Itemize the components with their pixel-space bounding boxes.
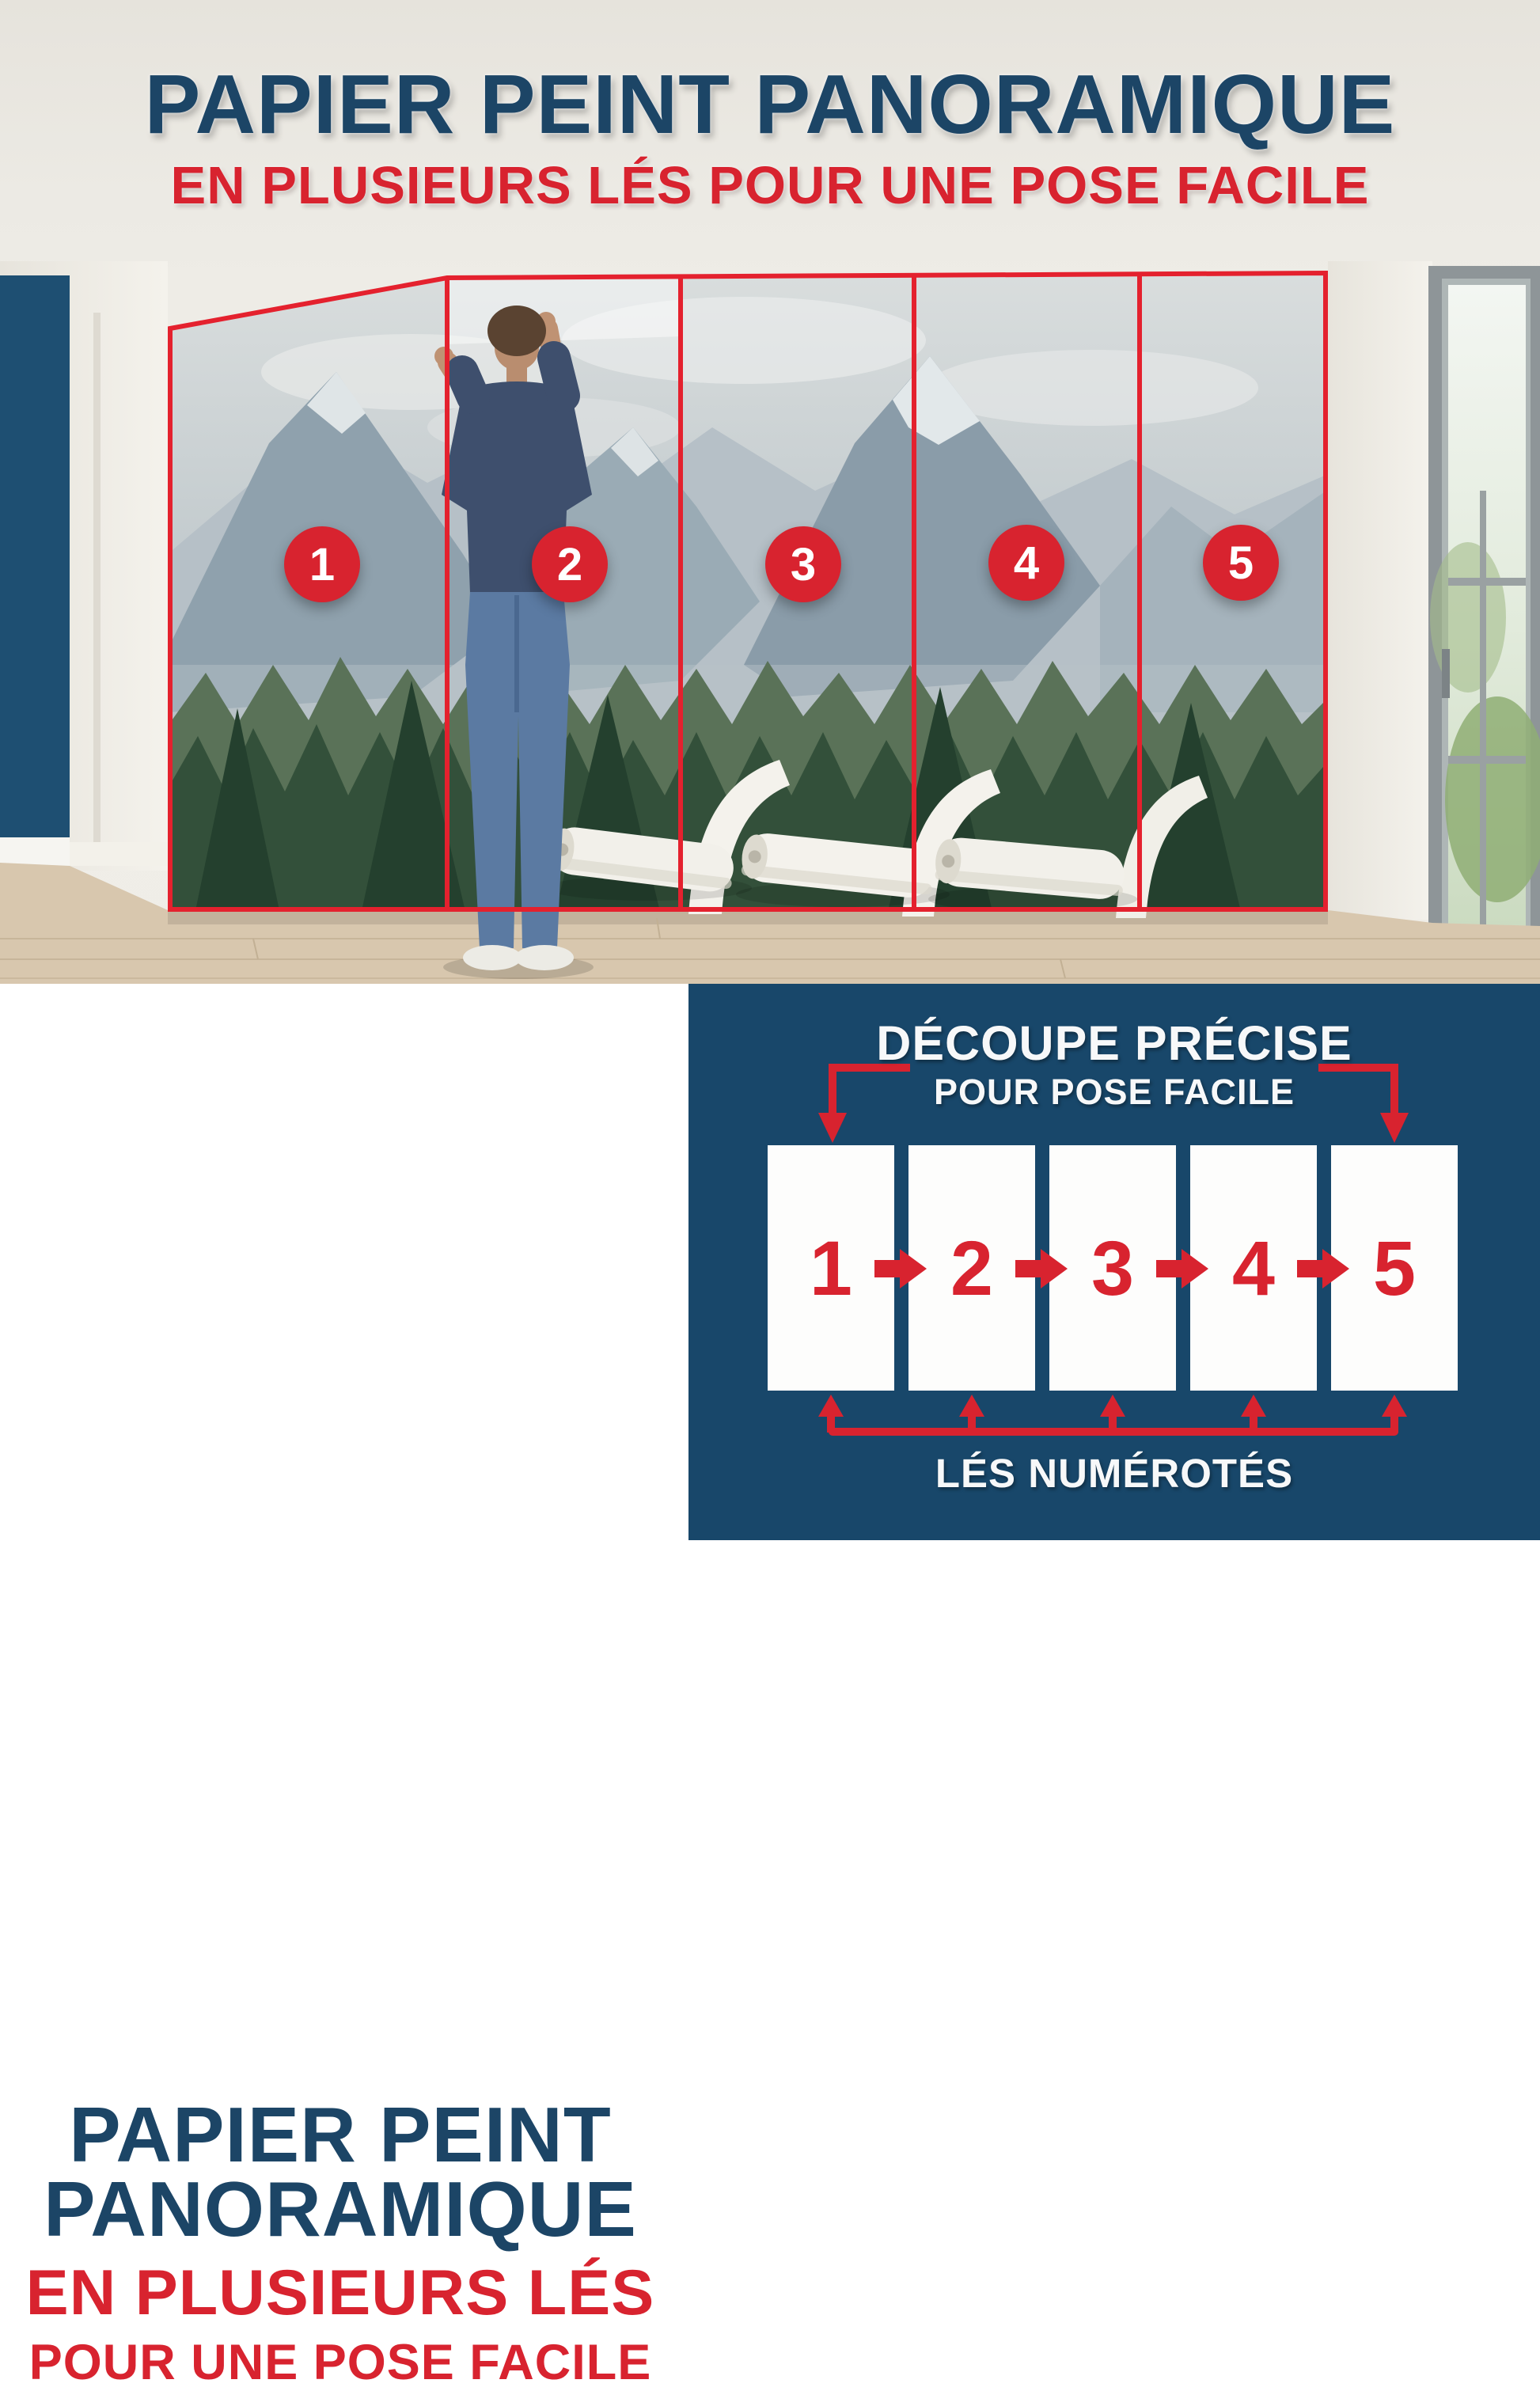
- diagram-strip-number: 5: [1373, 1225, 1416, 1311]
- wallpaper-mural: [166, 261, 1357, 930]
- bottom-left-text-section: [0, 984, 688, 2390]
- strip-number-badge: [988, 525, 1064, 601]
- strip-number-badge: [765, 526, 841, 602]
- left-hallway: [0, 261, 168, 871]
- diagram-strip-number: 3: [1091, 1225, 1134, 1311]
- diagram-strip-number: 4: [1232, 1225, 1275, 1311]
- bottom-subtitle-line1: EN PLUSIEURS LÉS: [25, 2257, 655, 2328]
- room-photo-section: [0, 0, 1540, 984]
- strip-number-label: 1: [309, 538, 336, 590]
- bottom-subtitle-line2: POUR UNE POSE FACILE: [28, 2335, 652, 2390]
- strip-number-label: 3: [790, 538, 817, 590]
- bottom-title-line1: PAPIER PEINT: [69, 2091, 612, 2178]
- strip-number-label: 5: [1227, 537, 1254, 589]
- strip-number-badge: [284, 526, 360, 602]
- diagram-heading-line1: DÉCOUPE PRÉCISE: [876, 1016, 1352, 1070]
- strip-number-label: 4: [1013, 537, 1040, 589]
- bottom-title-line2: PANORAMIQUE: [44, 2165, 637, 2252]
- strip-number-label: 2: [556, 538, 583, 590]
- diagram-strip-number: 1: [810, 1225, 852, 1311]
- main-title: PAPIER PEINT PANORAMIQUE: [144, 58, 1396, 151]
- strip-number-badge: [532, 526, 608, 602]
- diagram-footer-label: LÉS NUMÉROTÉS: [935, 1451, 1294, 1496]
- strip-number-badge: [1203, 525, 1279, 601]
- numbered-bracket-icon: [818, 1395, 1407, 1436]
- diagram-heading-line2: POUR POSE FACILE: [933, 1072, 1295, 1112]
- diagram-strip-number: 2: [950, 1225, 993, 1311]
- right-wall-window: [1328, 261, 1540, 983]
- main-subtitle: EN PLUSIEURS LÉS POUR UNE POSE FACILE: [170, 156, 1370, 215]
